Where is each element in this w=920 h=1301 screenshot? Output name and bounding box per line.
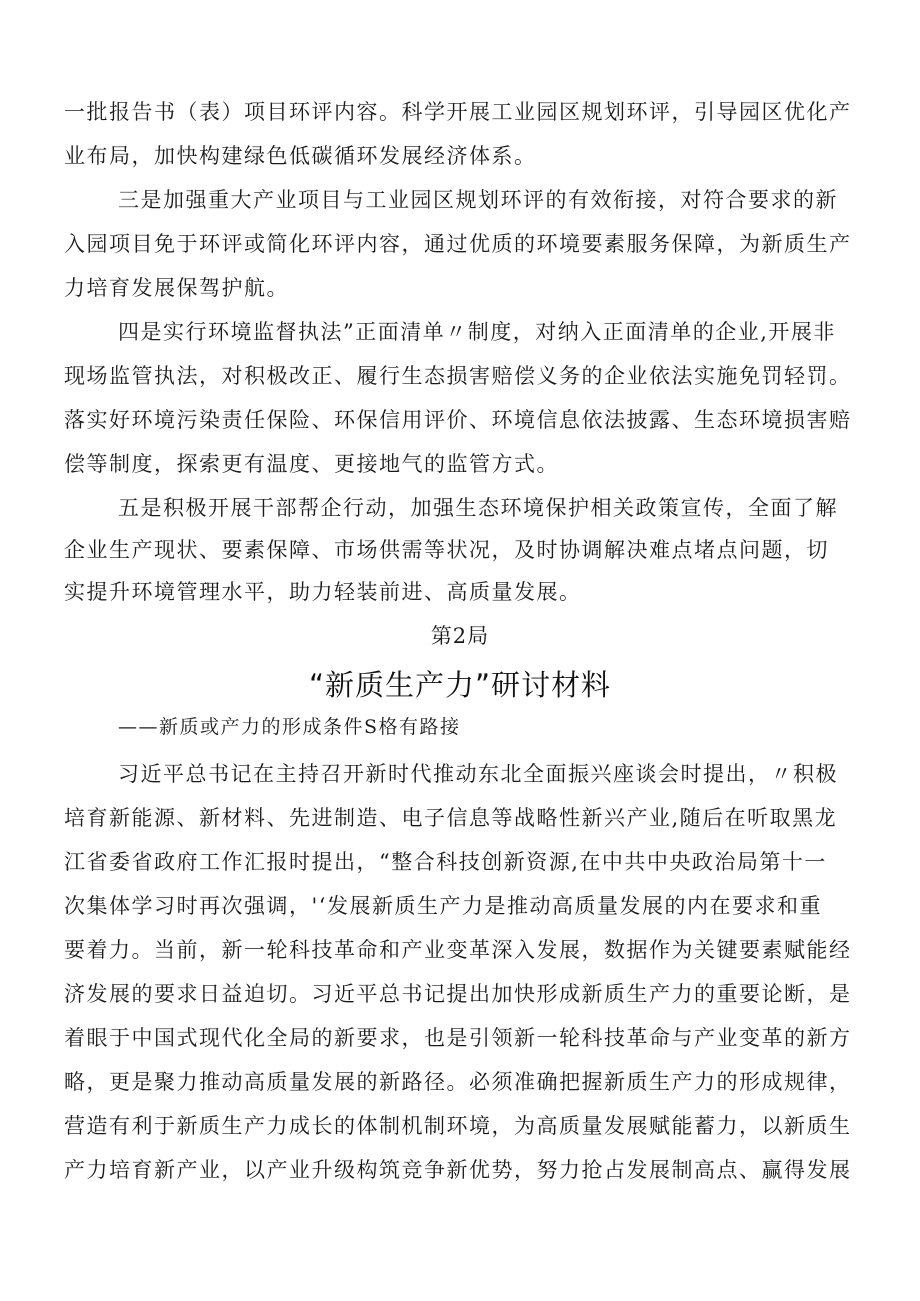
paragraph-5-line: 略，更是聚力推动高质量发展的新路径。必须准确把握新质生产力的形成规律， <box>64 1070 852 1094</box>
paragraph-2-line: 力培育发展保驾护航。 <box>64 276 289 300</box>
paragraph-5-line: 营造有利于新质生产力成长的体制机制环境，为高质量发展赋能蓄力，以新质生 <box>64 1114 852 1138</box>
paragraph-5-line: 济发展的要求日益迫切。习近平总书记提出加快形成新质生产力的重要论断，是 <box>64 982 852 1006</box>
document-subtitle: ——新质或产力的形成条件S格有路接 <box>118 716 461 738</box>
paragraph-2-line: 入园项目免于环评或简化环评内容，通过优质的环境要素服务保障，为新质生产 <box>64 232 852 256</box>
paragraph-3-line: 落实好环境污染责任保险、环保信用评价、环境信息依法披露、生态环境损害赔 <box>64 408 852 432</box>
paragraph-3-line: 现场监管执法，对积极改正、履行生态损害赔偿义务的企业依法实施免罚轻罚。 <box>64 364 852 388</box>
paragraph-5-line: 产力培育新产业，以产业升级构筑竞争新优势，努力抢占发展制高点、赢得发展 <box>64 1158 852 1182</box>
paragraph-5-line: 江省委省政府工作汇报时提出，“整合科技创新资源,在中共中央政治局第十一 <box>64 850 827 874</box>
paragraph-5-line: 习近平总书记在主持召开新时代推动东北全面振兴座谈会时提出，〃积极 <box>118 762 838 786</box>
paragraph-1-line: 一批报告书（表）项目环评内容。科学开展工业园区规划环评，引导园区优化产 <box>64 100 852 124</box>
paragraph-4-line: 企业生产现状、要素保障、市场供需等状况，及时协调解决难点堵点问题，切 <box>64 538 829 562</box>
paragraph-5-line: 培育新能源、新材料、先进制造、电子信息等战略性新兴产业,随后在听取黑龙 <box>64 806 838 830</box>
paragraph-3-line: 偿等制度，探索更有温度、更接地气的监管方式。 <box>64 452 559 476</box>
paragraph-5-line: 次集体学习时再次强调，'‘发展新质生产力是推动高质量发展的内在要求和重 <box>64 894 822 918</box>
paragraph-5-line: 着眼于中国式现代化全局的新要求，也是引领新一轮科技革命与产业变革的新方 <box>64 1026 852 1050</box>
paragraph-3-line: 四是实行环境监督执法”正面清单〃制度，对纳入正面清单的企业,开展非 <box>118 320 836 344</box>
paragraph-4-line: 五是积极开展干部帮企行动，加强生态环境保护相关政策宣传，全面了解 <box>118 496 838 520</box>
paragraph-2-line: 三是加强重大产业项目与工业园区规划环评的有效衔接，对符合要求的新 <box>118 188 838 212</box>
document-title: “新质生产力”研讨材料 <box>308 668 612 702</box>
section-label: 第2局 <box>430 624 490 648</box>
paragraph-4-line: 实提升环境管理水平，助力轻装前进、高质量发展。 <box>64 580 582 604</box>
paragraph-5-line: 要着力。当前，新一轮科技革命和产业变革深入发展，数据作为关键要素赋能经 <box>64 938 852 962</box>
paragraph-1-line: 业布局，加快构建绿色低碳循环发展经济体系。 <box>64 144 537 168</box>
